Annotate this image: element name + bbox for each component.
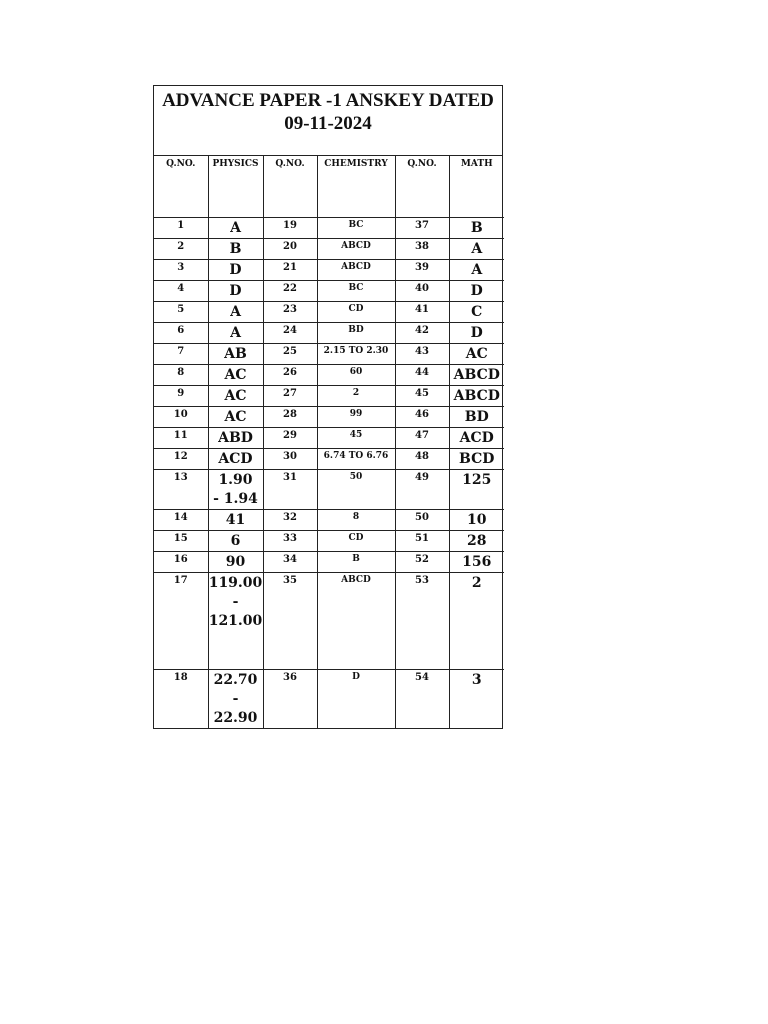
cell-chemistry-answer: 2 xyxy=(317,386,395,407)
cell-qno-math: 51 xyxy=(395,531,449,552)
table-row xyxy=(154,510,504,531)
cell-physics-answer: A xyxy=(208,302,263,323)
table-row xyxy=(154,323,504,344)
cell-qno-physics: 12 xyxy=(154,449,208,470)
cell-math-answer: BD xyxy=(449,407,504,428)
cell-chemistry-answer: CD xyxy=(317,302,395,323)
table-row xyxy=(154,531,504,552)
cell-qno-math: 48 xyxy=(395,449,449,470)
header-qno-physics: Q.NO. xyxy=(154,156,208,218)
cell-qno-math: 49 xyxy=(395,470,449,510)
cell-physics-answer: 90 xyxy=(208,552,263,573)
table-row xyxy=(154,552,504,573)
header-qno-chemistry: Q.NO. xyxy=(263,156,317,218)
cell-qno-math: 46 xyxy=(395,407,449,428)
cell-physics-answer: 41 xyxy=(208,510,263,531)
cell-qno-chemistry: 19 xyxy=(263,218,317,239)
cell-qno-math: 52 xyxy=(395,552,449,573)
cell-math-answer: 28 xyxy=(449,531,504,552)
cell-math-answer: D xyxy=(449,281,504,302)
cell-qno-physics: 6 xyxy=(154,323,208,344)
cell-qno-physics: 16 xyxy=(154,552,208,573)
cell-chemistry-answer: 99 xyxy=(317,407,395,428)
cell-qno-chemistry: 22 xyxy=(263,281,317,302)
cell-chemistry-answer: BC xyxy=(317,281,395,302)
table-row xyxy=(154,407,504,428)
cell-qno-physics: 7 xyxy=(154,344,208,365)
cell-qno-physics: 10 xyxy=(154,407,208,428)
cell-qno-chemistry: 33 xyxy=(263,531,317,552)
title-line-2: 09-11-2024 xyxy=(284,113,372,134)
cell-physics-answer: AC xyxy=(208,386,263,407)
cell-chemistry-answer: 60 xyxy=(317,365,395,386)
cell-qno-math: 47 xyxy=(395,428,449,449)
cell-math-answer: BCD xyxy=(449,449,504,470)
table-row xyxy=(154,281,504,302)
table-row xyxy=(154,449,504,470)
cell-chemistry-answer: BC xyxy=(317,218,395,239)
cell-qno-chemistry: 35 xyxy=(263,573,317,670)
cell-math-answer: A xyxy=(449,239,504,260)
cell-qno-physics: 4 xyxy=(154,281,208,302)
cell-qno-math: 39 xyxy=(395,260,449,281)
header-qno-math: Q.NO. xyxy=(395,156,449,218)
answer-key-table xyxy=(154,156,504,728)
cell-qno-chemistry: 26 xyxy=(263,365,317,386)
cell-chemistry-answer: 6.74 TO 6.76 xyxy=(317,449,395,470)
cell-math-answer: B xyxy=(449,218,504,239)
cell-qno-chemistry: 24 xyxy=(263,323,317,344)
header-physics: PHYSICS xyxy=(208,156,263,218)
cell-physics-answer: 22.70 - 22.90 xyxy=(208,670,263,729)
cell-qno-chemistry: 34 xyxy=(263,552,317,573)
cell-qno-physics: 9 xyxy=(154,386,208,407)
cell-qno-math: 44 xyxy=(395,365,449,386)
cell-qno-math: 43 xyxy=(395,344,449,365)
table-row xyxy=(154,670,504,729)
cell-qno-math: 53 xyxy=(395,573,449,670)
cell-qno-physics: 13 xyxy=(154,470,208,510)
cell-qno-physics: 8 xyxy=(154,365,208,386)
cell-qno-math: 50 xyxy=(395,510,449,531)
title-line-1: ADVANCE PAPER -1 ANSKEY DATED xyxy=(162,90,494,111)
cell-qno-chemistry: 29 xyxy=(263,428,317,449)
cell-qno-chemistry: 28 xyxy=(263,407,317,428)
cell-qno-chemistry: 32 xyxy=(263,510,317,531)
cell-qno-chemistry: 30 xyxy=(263,449,317,470)
cell-chemistry-answer: ABCD xyxy=(317,573,395,670)
cell-chemistry-answer: ABCD xyxy=(317,239,395,260)
header-row xyxy=(154,156,504,218)
cell-math-answer: ABCD xyxy=(449,386,504,407)
cell-physics-answer: AC xyxy=(208,407,263,428)
cell-math-answer: A xyxy=(449,260,504,281)
cell-qno-math: 37 xyxy=(395,218,449,239)
cell-physics-answer: A xyxy=(208,218,263,239)
cell-chemistry-answer: 50 xyxy=(317,470,395,510)
cell-qno-math: 40 xyxy=(395,281,449,302)
cell-qno-chemistry: 23 xyxy=(263,302,317,323)
cell-physics-answer: ACD xyxy=(208,449,263,470)
cell-physics-answer: B xyxy=(208,239,263,260)
cell-qno-physics: 2 xyxy=(154,239,208,260)
cell-physics-answer: 1.90 - 1.94 xyxy=(208,470,263,510)
cell-qno-math: 41 xyxy=(395,302,449,323)
cell-physics-answer: D xyxy=(208,260,263,281)
header-chemistry: CHEMISTRY xyxy=(317,156,395,218)
cell-physics-answer: ABD xyxy=(208,428,263,449)
cell-math-answer: C xyxy=(449,302,504,323)
table-row xyxy=(154,218,504,239)
cell-qno-physics: 18 xyxy=(154,670,208,729)
cell-qno-physics: 15 xyxy=(154,531,208,552)
cell-physics-answer: AC xyxy=(208,365,263,386)
table-row xyxy=(154,260,504,281)
cell-chemistry-answer: ABCD xyxy=(317,260,395,281)
header-math: MATH xyxy=(449,156,504,218)
answer-rows xyxy=(154,218,504,729)
cell-math-answer: 156 xyxy=(449,552,504,573)
cell-math-answer: 3 xyxy=(449,670,504,729)
cell-qno-chemistry: 27 xyxy=(263,386,317,407)
table-row xyxy=(154,573,504,670)
cell-physics-answer: 6 xyxy=(208,531,263,552)
table-row xyxy=(154,428,504,449)
document-title xyxy=(154,86,502,156)
cell-math-answer: 125 xyxy=(449,470,504,510)
cell-chemistry-answer: B xyxy=(317,552,395,573)
cell-qno-math: 38 xyxy=(395,239,449,260)
table-row xyxy=(154,344,504,365)
cell-math-answer: 10 xyxy=(449,510,504,531)
cell-physics-answer: AB xyxy=(208,344,263,365)
cell-qno-physics: 3 xyxy=(154,260,208,281)
cell-math-answer: AC xyxy=(449,344,504,365)
cell-qno-physics: 1 xyxy=(154,218,208,239)
cell-qno-chemistry: 21 xyxy=(263,260,317,281)
cell-qno-physics: 14 xyxy=(154,510,208,531)
table-row xyxy=(154,470,504,510)
cell-math-answer: ACD xyxy=(449,428,504,449)
cell-physics-answer: D xyxy=(208,281,263,302)
cell-qno-chemistry: 36 xyxy=(263,670,317,729)
table-row xyxy=(154,302,504,323)
cell-chemistry-answer: 2.15 TO 2.30 xyxy=(317,344,395,365)
cell-math-answer: ABCD xyxy=(449,365,504,386)
table-row xyxy=(154,365,504,386)
cell-qno-chemistry: 20 xyxy=(263,239,317,260)
cell-chemistry-answer: 45 xyxy=(317,428,395,449)
cell-math-answer: D xyxy=(449,323,504,344)
cell-qno-math: 45 xyxy=(395,386,449,407)
cell-chemistry-answer: CD xyxy=(317,531,395,552)
cell-chemistry-answer: 8 xyxy=(317,510,395,531)
cell-qno-physics: 11 xyxy=(154,428,208,449)
cell-qno-physics: 5 xyxy=(154,302,208,323)
cell-chemistry-answer: BD xyxy=(317,323,395,344)
answer-key-sheet xyxy=(153,85,503,729)
table-row xyxy=(154,239,504,260)
cell-physics-answer: 119.00 - 121.00 xyxy=(208,573,263,670)
cell-math-answer: 2 xyxy=(449,573,504,670)
cell-qno-chemistry: 25 xyxy=(263,344,317,365)
cell-chemistry-answer: D xyxy=(317,670,395,729)
cell-qno-chemistry: 31 xyxy=(263,470,317,510)
table-row xyxy=(154,386,504,407)
cell-physics-answer: A xyxy=(208,323,263,344)
cell-qno-physics: 17 xyxy=(154,573,208,670)
cell-qno-math: 54 xyxy=(395,670,449,729)
cell-qno-math: 42 xyxy=(395,323,449,344)
